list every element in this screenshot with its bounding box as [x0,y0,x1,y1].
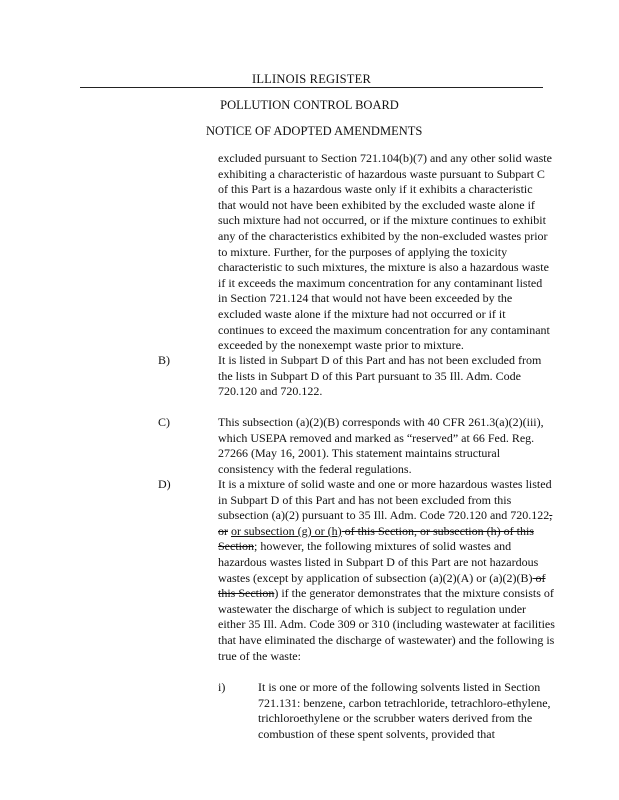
register-title: ILLINOIS REGISTER [251,72,371,86]
item-c-text: This subsection (a)(2)(B) corresponds with 40 CFR 261.3(a)(2)(iii), which USEPA removed and marked as “reserved” at 66 Fed. Reg. 27266 (May 16, 2001). This statement maintains structural consistency with the federal regulations. [218,415,544,476]
item-d-label: D) [158,477,171,491]
item-d-strike-1: , or [218,508,553,538]
item-i-label: i) [218,680,226,694]
board-title: POLLUTION CONTROL BOARD [220,98,399,112]
item-d-text-1: It is a mixture of solid waste and one or more hazardous wastes listed in Subpart D of this Part and has not been excluded from this subsection (a)(2) pursuant to 35 Ill. Adm. Code 720.120 and 720.122 [218,477,552,523]
item-d-strike-2: of this Section, or subsection (h) of this Section [218,523,534,554]
item-b-label: B) [158,353,170,367]
item-d-text-4: ) if the generator demonstrates that the mixture consists of wastewater the discharge of which is subject to regulation under either 35 Ill. Adm. Code 309 or 310 (including wastewater at facilities that have eliminated the discharge of wastewater) and the following is true of the waste: [218,586,555,663]
item-c-label: C) [158,415,170,429]
item-b-text: It is listed in Subpart D of this Part and has not been excluded from the lists in Subpart D of this Part pursuant to 35 Ill. Adm. Code 720.120 and 720.122. [218,353,542,399]
item-i-text: It is one or more of the following solvents listed in Section 721.131: benzene, carbon tetrachloride, tetrachloro-ethylene, trichloroethylene or the scrubber waters derived from the combustion of these spent solvents, provided that [258,680,551,741]
continuation-paragraph: excluded pursuant to Section 721.104(b)(7) and any other solid waste exhibiting a characteristic of hazardous waste pursuant to Subpart C of this Part is a hazardous waste only if it exhibits a characteristic that would not have been exhibited by the excluded waste alone if such mixture had not occurred, or if the mixture continues to exhibit any of the characteristics exhibited by the non-excluded wastes prior to mixture. Further, for the purposes of applying the toxicity characteristic to such mixtures, the mixture is also a hazardous waste if it exceeds the maximum concentration for any contaminant listed in Section 721.124 that would not have been exceeded by the excluded waste alone if the mixture had not occurred or if it continues to exceed the maximum concentration for any contaminant exceeded by the nonexempt waste prior to mixture. [218,151,552,353]
notice-title: NOTICE OF ADOPTED AMENDMENTS [206,124,423,138]
header-rule [80,87,543,88]
item-d-underline-1: or subsection (g) or (h) [231,523,342,538]
item-d-strike-3: of this Section [218,570,546,601]
item-d-text-3: ; however, the following mixtures of solid wastes and hazardous wastes listed in Subpart D of this Part are not hazardous wastes (except by application of subsection (a)(2)(A) or (a)(2)(B) [218,539,539,585]
item-d-text [218,477,556,664]
